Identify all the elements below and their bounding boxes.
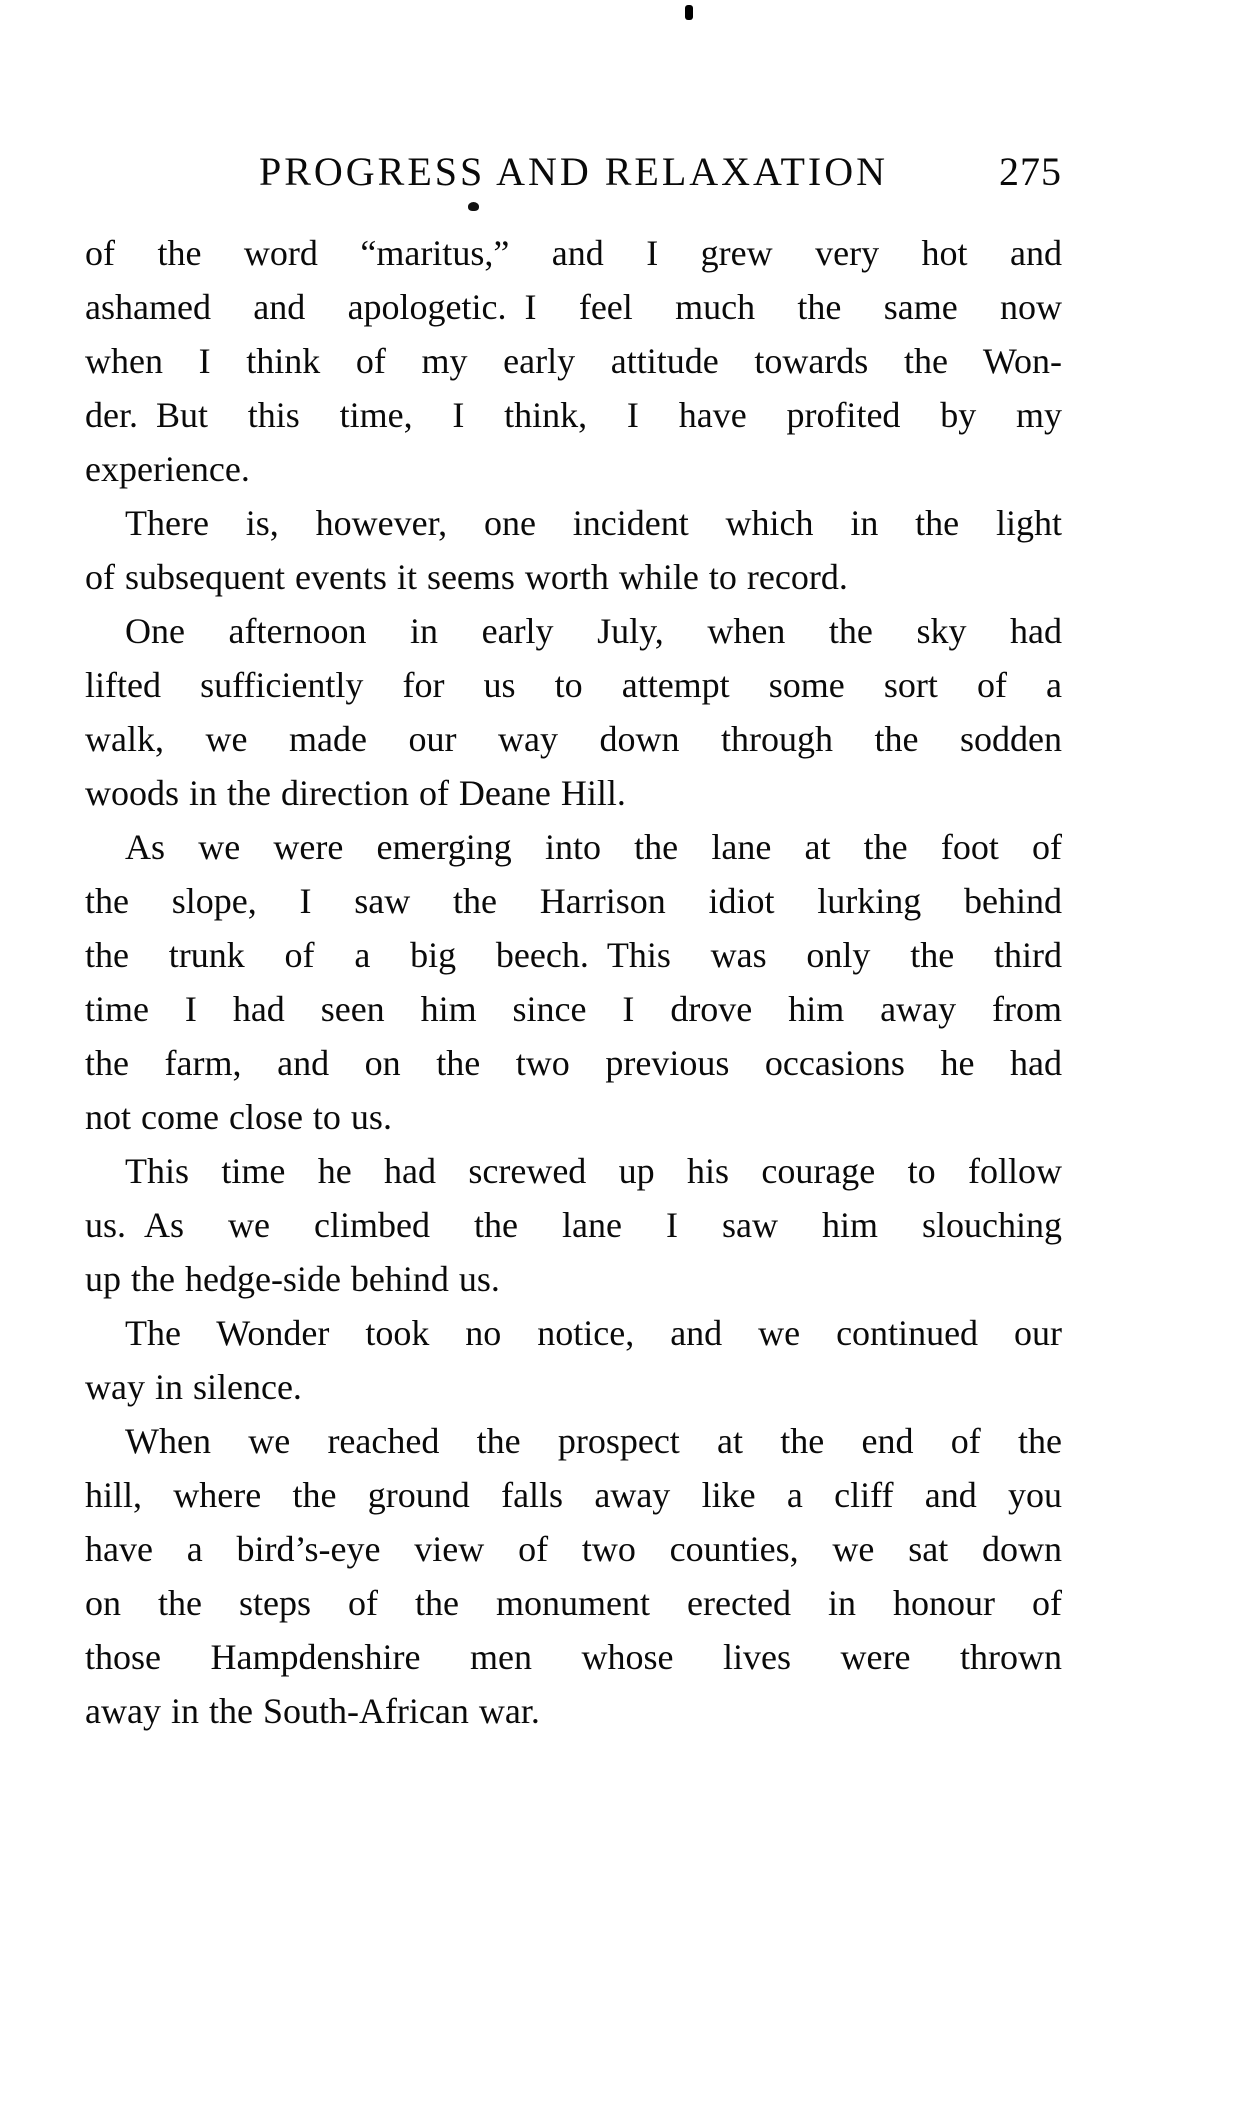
text-line: ashamed and apologetic. I feel much the same now (85, 287, 1062, 327)
text-line: us. As we climbed the lane I saw him slouching (85, 1205, 1062, 1245)
text-line: lifted sufficiently for us to attempt some sort of a (85, 665, 1062, 705)
text-line: on the steps of the monument erected in honour of (85, 1583, 1062, 1623)
text-line: not come close to us. (85, 1097, 392, 1137)
text-line: the trunk of a big beech. This was only the third (85, 935, 1062, 975)
text-line: way in silence. (85, 1367, 302, 1407)
text-line: walk, we made our way down through the sodden (85, 719, 1062, 759)
text-line: woods in the direction of Deane Hill. (85, 773, 626, 813)
text-line: the slope, I saw the Harrison idiot lurking behind (85, 881, 1062, 921)
text-line: The Wonder took no notice, and we continued our (125, 1313, 1062, 1353)
text-line: the farm, and on the two previous occasions he had (85, 1043, 1062, 1083)
text-line: der. But this time, I think, I have profited by my (85, 395, 1062, 435)
text-line: when I think of my early attitude towards the Won- (85, 341, 1062, 381)
ink-speck-top (685, 5, 693, 20)
text-line: When we reached the prospect at the end of the (125, 1421, 1062, 1461)
text-line: time I had seen him since I drove him away from (85, 989, 1062, 1029)
text-line: This time he had screwed up his courage to follow (125, 1151, 1062, 1191)
text-line: hill, where the ground falls away like a cliff and you (85, 1475, 1062, 1515)
text-line: of the word “maritus,” and I grew very hot and (85, 233, 1062, 273)
text-line: those Hampdenshire men whose lives were thrown (85, 1637, 1062, 1677)
text-line: have a bird’s-eye view of two counties, we sat down (85, 1529, 1062, 1569)
page-header-title: PROGRESS AND RELAXATION (258, 149, 889, 194)
ink-speck-under-header (468, 202, 479, 211)
text-line: There is, however, one incident which in the light (125, 503, 1062, 543)
text-line: up the hedge-side behind us. (85, 1259, 500, 1299)
text-line: One afternoon in early July, when the sky had (125, 611, 1062, 651)
text-line: away in the South-African war. (85, 1691, 540, 1731)
text-line: experience. (85, 449, 250, 489)
text-line: As we were emerging into the lane at the foot of (125, 827, 1062, 867)
running-header (85, 150, 1062, 198)
body-text (85, 226, 1062, 1738)
text-line: of subsequent events it seems worth while to record. (85, 557, 848, 597)
page-number: 275 (999, 149, 1062, 194)
